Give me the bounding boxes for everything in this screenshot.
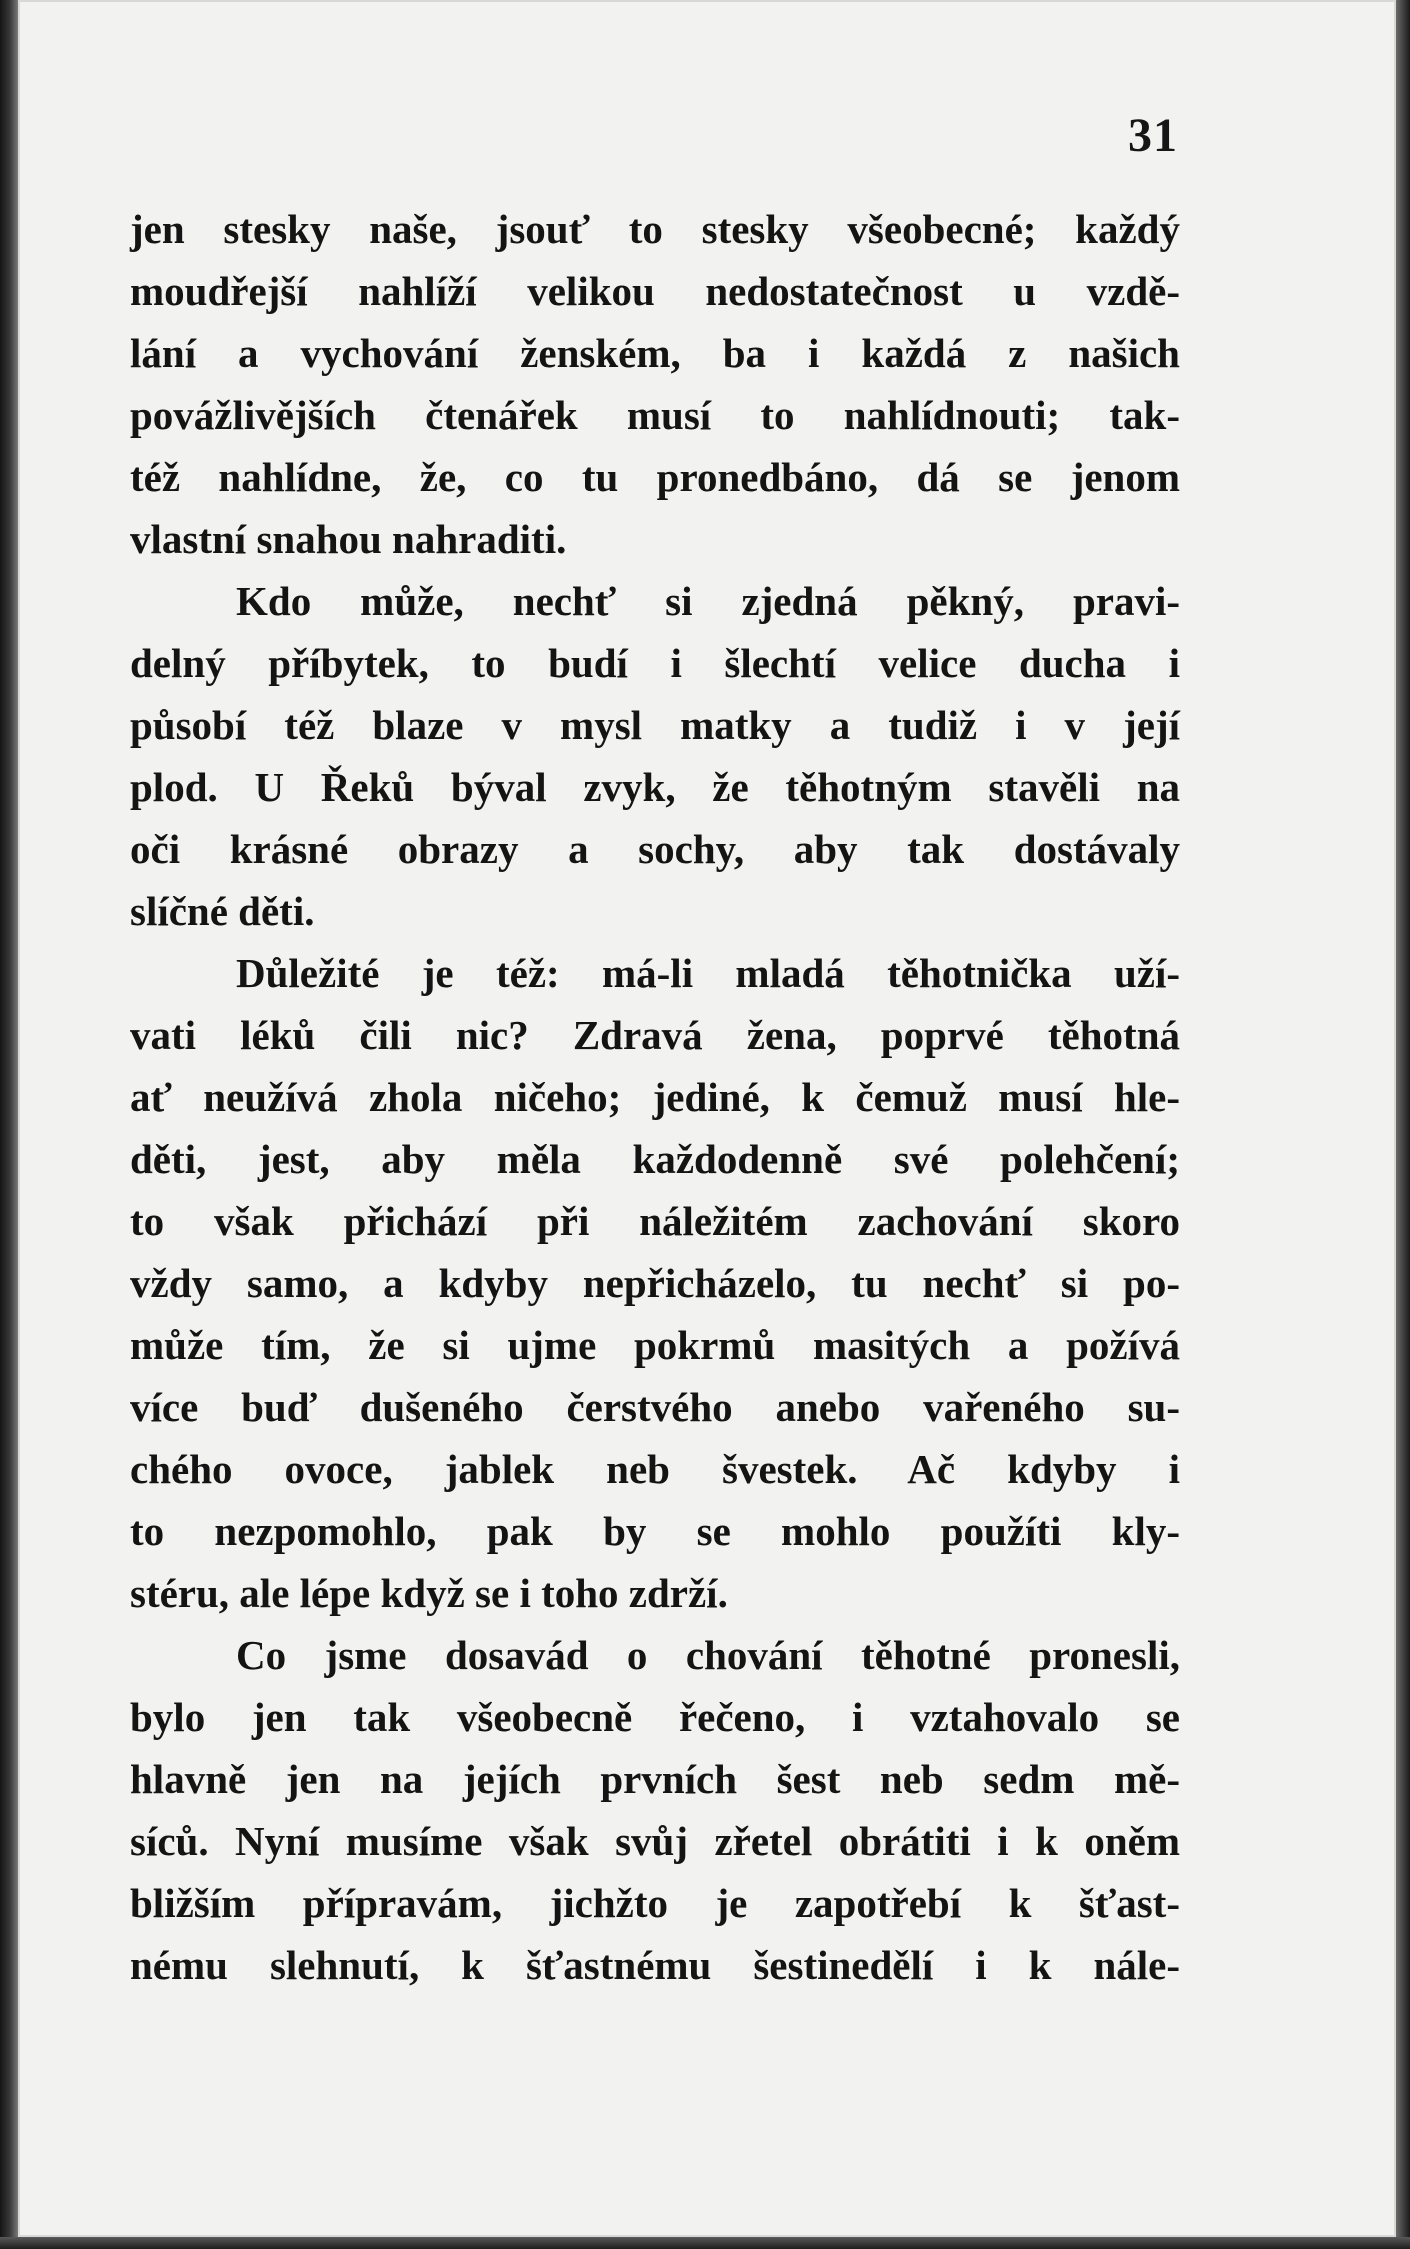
text-line: může tím, že si ujme pokrmů masitých a požívá [130, 1322, 1180, 1368]
text-line: Důležité je též: má-li mladá těhotnička uží- [236, 950, 1180, 996]
text-line: oči krásné obrazy a sochy, aby tak dostávaly [130, 826, 1180, 872]
text-line: Kdo může, nechť si zjedná pěkný, pravi- [236, 578, 1180, 624]
body-text [130, 198, 1180, 1996]
text-line: to nezpomohlo, pak by se mohlo použíti kly- [130, 1508, 1180, 1554]
text-line: děti, jest, aby měla každodenně své polehčení; [130, 1136, 1180, 1182]
text-line: povážlivějších čtenářek musí to nahlídnouti; tak- [130, 392, 1180, 438]
text-line: nému slehnutí, k šťastnému šestinedělí i k nále- [130, 1942, 1180, 1988]
paragraph-3 [130, 942, 1180, 1624]
text-line: stéru, ale lépe když se i toho zdrží. [130, 1570, 728, 1616]
text-line: bližším přípravám, jichžto je zapotřebí k šťast- [130, 1880, 1180, 1926]
text-line: ať neužívá zhola ničeho; jediné, k čemuž musí hle- [130, 1074, 1180, 1120]
text-line: vati léků čili nic? Zdravá žena, poprvé těhotná [130, 1012, 1180, 1058]
text-line: též nahlídne, že, co tu pronedbáno, dá se jenom [130, 454, 1180, 500]
text-line: vlastní snahou nahraditi. [130, 516, 567, 562]
text-line: slíčné děti. [130, 888, 315, 934]
text-line: lání a vychování ženském, ba i každá z našich [130, 330, 1180, 376]
text-line: chého ovoce, jablek neb švestek. Ač kdyby i [130, 1446, 1180, 1492]
scan-bottom-edge [0, 2237, 1410, 2249]
paragraph-2 [130, 570, 1180, 942]
text-line: to však přichází při náležitém zachování skoro [130, 1198, 1180, 1244]
text-line: delný příbytek, to budí i šlechtí velice ducha i [130, 640, 1180, 686]
text-line: bylo jen tak všeobecně řečeno, i vztahovalo se [130, 1694, 1180, 1740]
text-line: hlavně jen na jejích prvních šest neb sedm mě- [130, 1756, 1180, 1802]
text-line: síců. Nyní musíme však svůj zřetel obrátiti i k oněm [130, 1818, 1180, 1864]
scan-right-edge [1396, 0, 1410, 2249]
text-line: plod. U Řeků býval zvyk, že těhotným stavěli na [130, 764, 1180, 810]
text-line: působí též blaze v mysl matky a tudiž i v její [130, 702, 1180, 748]
text-line: více buď dušeného čerstvého anebo vařeného su- [130, 1384, 1180, 1430]
scan-left-edge [0, 0, 18, 2249]
text-line: jen stesky naše, jsouť to stesky všeobecné; každý [130, 206, 1180, 252]
page-number: 31 [1128, 109, 1178, 162]
text-line: Co jsme dosavád o chování těhotné pronesli, [236, 1632, 1180, 1678]
text-line: moudřejší nahlíží velikou nedostatečnost u vzdě- [130, 268, 1180, 314]
text-line: vždy samo, a kdyby nepřicházelo, tu nechť si po- [130, 1260, 1180, 1306]
paragraph-4 [130, 1624, 1180, 1996]
book-page [18, 0, 1396, 2237]
paragraph-1 [130, 198, 1180, 570]
